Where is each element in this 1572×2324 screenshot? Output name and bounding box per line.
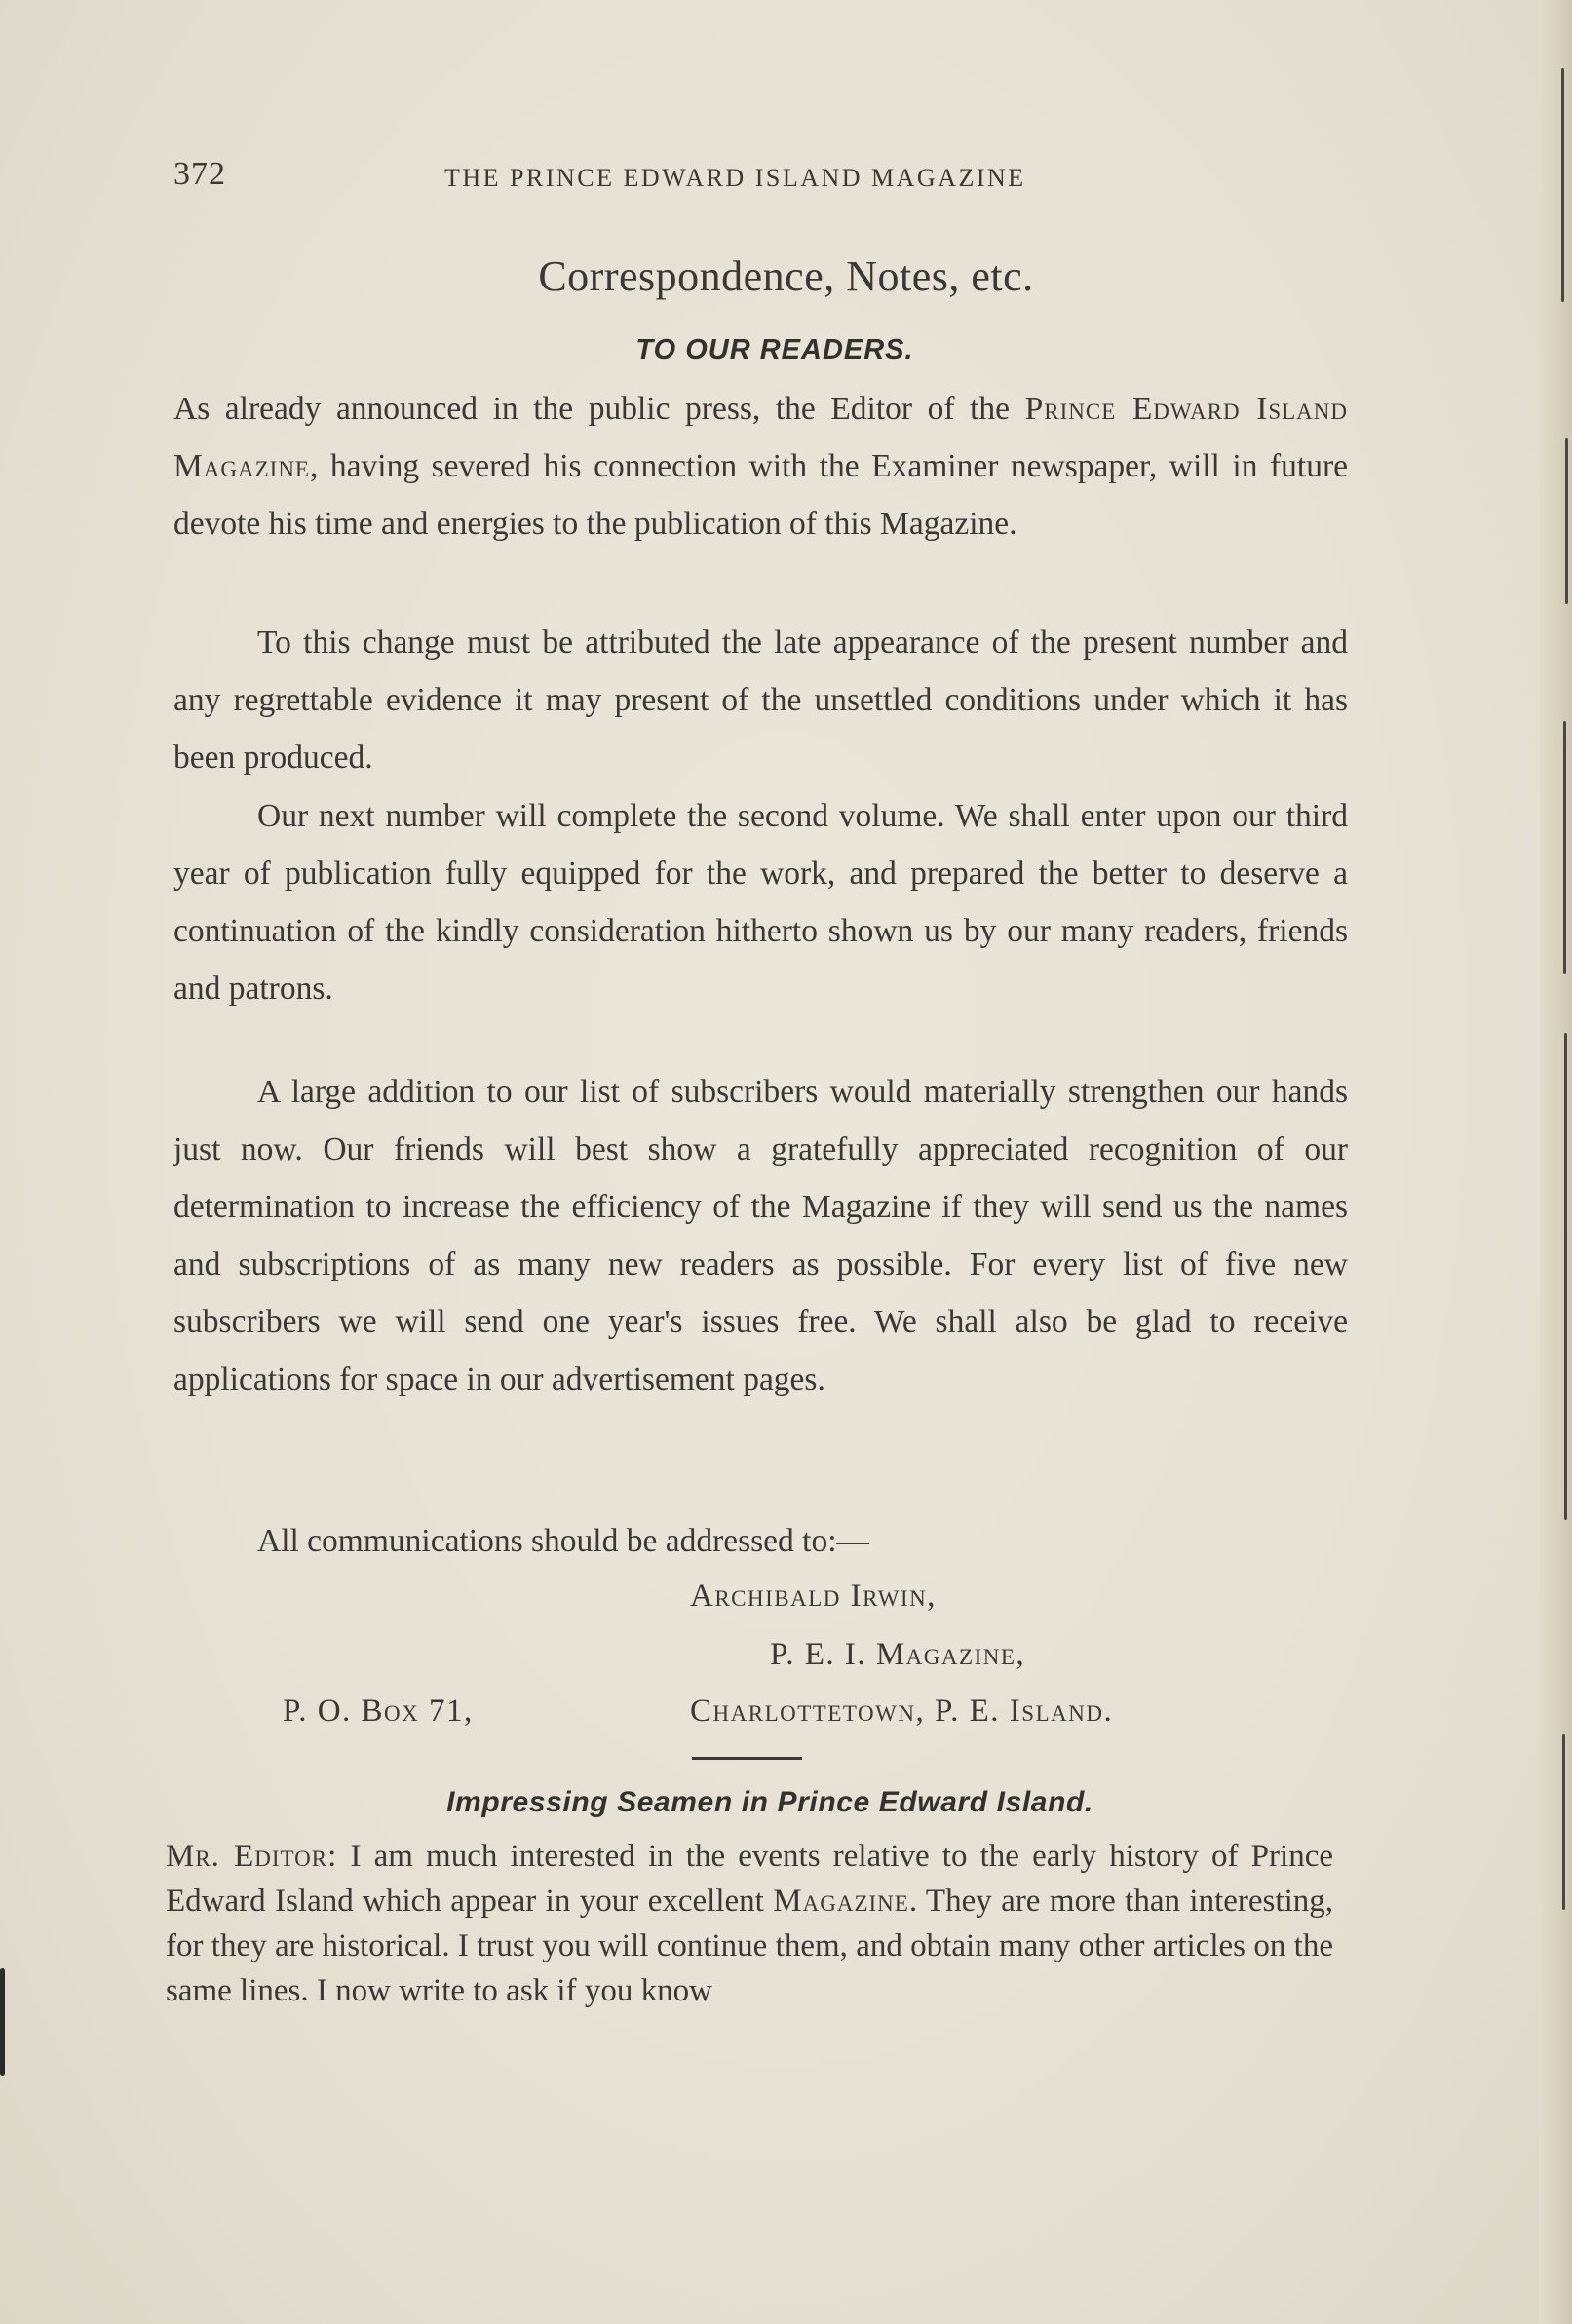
address-box: P. O. Box 71,: [283, 1694, 474, 1729]
letter-heading: Impressing Seamen in Prince Edward Island.: [446, 1786, 1093, 1818]
section-title: Correspondence, Notes, etc.: [538, 252, 1034, 300]
readers-paragraph-5: All communications should be addressed to:—: [257, 1523, 870, 1559]
journal-title: THE PRINCE EDWARD ISLAND MAGAZINE: [444, 164, 1026, 192]
readers-paragraph-2: To this change must be attributed the late appearance of the present number and any regrettable evidence it may present of the unsettled conditions under which it has been produced.: [173, 625, 1348, 776]
letter-text: . They are more than interesting, for they are historical. I trust you will continue them, and obtain many other articles on the same lines. I now write to ask if you know: [166, 1884, 1333, 2008]
paragraph-text: , having severed his connection with the Examiner newspaper, will in future devote his time and energies to the publication of this Magazine.: [173, 448, 1348, 542]
edge-mark: [1565, 438, 1568, 604]
magazine-name: Prince Edward Island Magazine: [173, 391, 1349, 484]
readers-paragraph-4: A large addition to our list of subscribers would materially strengthen our hands just now. Our friends will best show a gratefully appreciated recognition of our determination to increase the efficiency of the Magazine if they will send us the names and subscriptions of as many new readers as possible. For every list of five new subscribers we will send one year's issues free. We shall also be glad to receive applications for space in our advertisement pages.: [173, 1074, 1348, 1397]
letter-paragraph: [166, 1834, 1333, 2013]
magazine-reference: Magazine: [773, 1884, 909, 1919]
readers-heading: TO OUR READERS.: [635, 334, 914, 365]
letter-text: I am much interested in the events relative to the early history of Prince Edward Island which appear in your excellent: [166, 1839, 1333, 1919]
edge-mark: [1564, 1033, 1567, 1520]
running-head: [173, 156, 1304, 199]
section-divider: [692, 1757, 802, 1760]
letter-salutation: Mr. Editor:: [166, 1839, 338, 1874]
address-name: Archibald Irwin,: [690, 1579, 937, 1614]
edge-mark: [1562, 1734, 1565, 1910]
paragraph-text: As already announced in the public press, the Editor of the: [173, 391, 1011, 427]
readers-paragraph-3: Our next number will complete the second volume. We shall enter upon our third year of publication fully equipped for the work, and prepared the better to deserve a continuation of the kindly consideration hitherto shown us by our many readers, friends and patrons.: [173, 798, 1348, 1007]
edge-mark: [1563, 721, 1566, 974]
binding-mark: [0, 1968, 5, 2076]
page-number: 372: [173, 156, 226, 192]
address-magazine: P. E. I. Magazine,: [770, 1637, 1026, 1672]
readers-paragraph-1: [173, 380, 1348, 552]
address-town: Charlottetown, P. E. Island.: [690, 1694, 1114, 1729]
